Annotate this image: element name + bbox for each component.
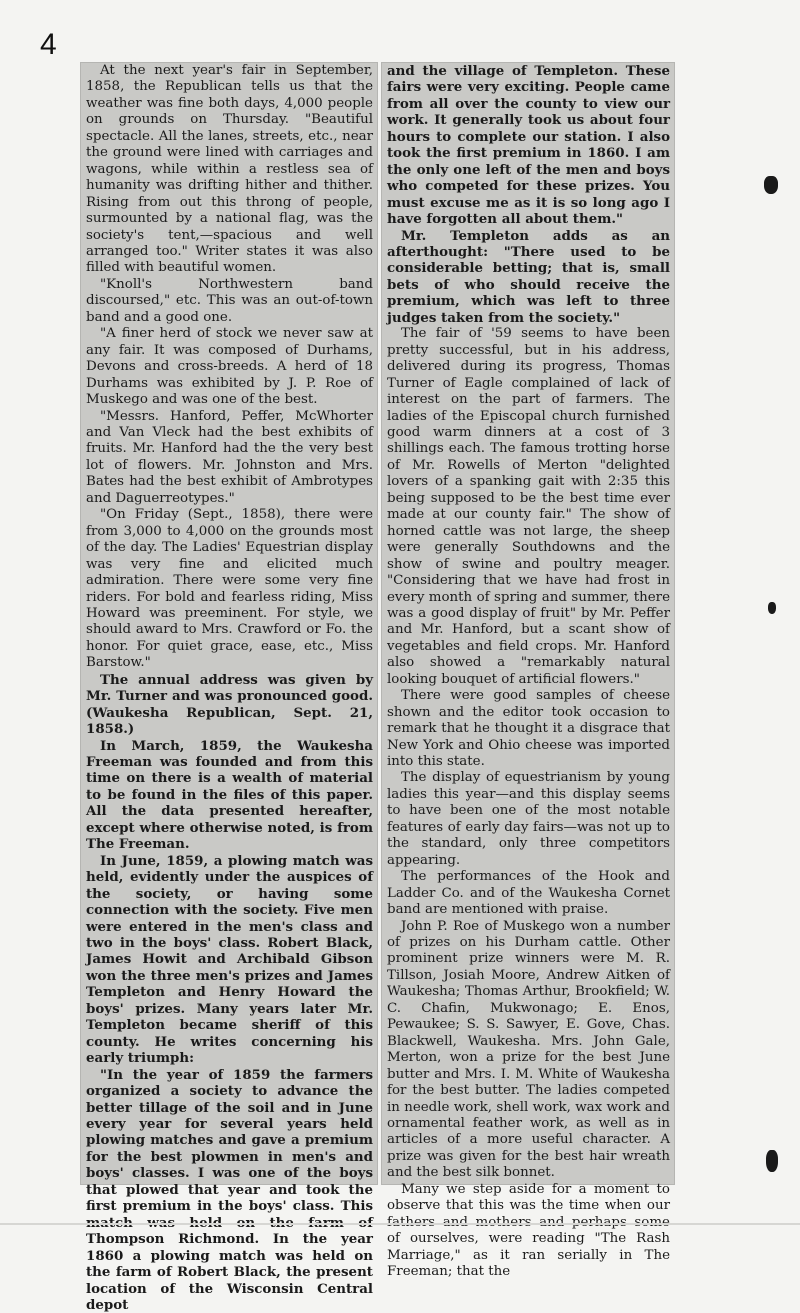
paragraph: At the next year's fair in September, 1858, the Republican tells us that the weather was fine both days, 4,000 people on grounds on Thursday. "Beautiful spectacle. All the lanes, streets, etc., near the ground were lined with carriages and wagons, while within a restless sea of humanity was drifting hither and thither. Rising from out this throng of people, surmounted by a national flag, was the society's tent,—spacious and well arranged too." Writer states it was also filled with beautiful women. bbox=[86, 63, 373, 276]
paragraph: "On Friday (Sept., 1858), there were from 3,000 to 4,000 on the grounds most of the day. The Ladies' Equestrian display was very fine and elicited much admiration. There were some very fine riders. For bold and fearless riding, Miss Howard was preeminent. For style, we should award to Mrs. Crawford or Fo. the honor. For quiet grace, ease, etc., Miss Barstow." bbox=[86, 507, 373, 671]
binder-hole-mark-top bbox=[764, 176, 778, 194]
page-bottom-edge bbox=[0, 1223, 800, 1225]
left-column-text bbox=[80, 62, 378, 1313]
paragraph: Mr. Templeton adds as an afterthought: "There used to be considerable betting; that is, small bets of who should receive the premium, which was left to three judges taken from the society." bbox=[387, 227, 670, 326]
paragraph: There were good samples of cheese shown and the editor took occasion to remark that he thought it a disgrace that New York and Ohio cheese was imported into this state. bbox=[387, 688, 670, 770]
paragraph: The display of equestrianism by young ladies this year—and this display seems to have been one of the most notable features of early day fairs—was not up to the standard, only three competitors appearing. bbox=[387, 770, 670, 868]
paragraph: "In the year of 1859 the farmers organized a society to advance the better tillage of the soil and in June every year for several years held plowing matches and gave a premium for the best plowmen in men's and boys' classes. I was one of the boys that plowed that year and took the first premium in the boys' class. This Thompson Richmond. In the year 1860 a plowing match was held on the farm of Robert Black, the present location of the Wisconsin Central depot bbox=[86, 1066, 373, 1313]
paragraph: "Messrs. Hanford, Peffer, McWhorter and Van Vleck had the best exhibits of fruits. Mr. Hanford had the the very best lot of flowers. Mr. Johnston and Mrs. Bates had the best exhibit of Ambrotypes and Daguerreotypes." bbox=[86, 408, 373, 506]
paragraph: In June, 1859, a plowing match was held, evidently under the auspices of the society, or having some connection with the society. Five men were entered in the men's class and two in the boys' class. Robert Black, James Howit and Archibald Gibson won the three men's prizes and James Templeton and Henry Howard the boys' prizes. Many years later Mr. Templeton became sheriff of this county. He writes concerning his early triumph: bbox=[86, 852, 373, 1067]
paragraph: and the village of Templeton. These fairs were very exciting. People came from all over the county to view our work. It generally took us about four hours to complete our station. I also took the first premium in 1860. I am the only one left of the men and boys who competed for these prizes. You must excuse me as it is so long ago I have forgotten all about them." bbox=[387, 63, 670, 228]
paragraph: Many we step aside for a moment to observe that this was the time when our of ourselves, were reading "The Rash Marriage," as it ran serially in The Freeman; that the bbox=[387, 1181, 670, 1280]
paragraph: John P. Roe of Muskego won a number of prizes on his Durham cattle. Other prominent prize winners were M. R. Tillson, Josiah Moore, Andrew Aitken of Waukesha; Thomas Arthur, Brookfield; W. C. Chafin, Mukwonago; E. Enos, Pewaukee; S. S. Sawyer, E. Gove, Chas. Blackwell, Waukesha. Mrs. John Gale, Merton, won a prize for the best June butter and Mrs. I. M. White of Waukesha for the best butter. The ladies competed in needle work, shell work, wax work and ornamental feather work, as well as in articles of a more useful character. A prize was given for the best hair wreath and the best silk bonnet. bbox=[387, 918, 670, 1181]
paragraph: "Knoll's Northwestern band discoursed," etc. This was an out-of-town band and a good one. bbox=[86, 276, 373, 325]
clipping-column-right bbox=[381, 62, 675, 1280]
paragraph: The performances of the Hook and Ladder Co. and of the Waukesha Cornet band are mentioned with praise. bbox=[387, 869, 670, 918]
binder-hole-mark-bottom bbox=[766, 1150, 778, 1172]
right-column-text bbox=[381, 62, 675, 1281]
paragraph: "A finer herd of stock we never saw at any fair. It was composed of Durhams, Devons and cross-breeds. A herd of 18 Durhams was exhibited by J. P. Roe of Muskego and was one of the best. bbox=[86, 326, 373, 408]
binder-hole-mark-middle bbox=[768, 602, 776, 614]
page-number: 4 bbox=[40, 28, 57, 61]
paragraph: The annual address was given by Mr. Turner and was pronounced good. (Waukesha Republican, Sept. 21, 1858.) bbox=[86, 671, 373, 738]
paragraph: The fair of '59 seems to have been pretty successful, but in his address, delivered during its progress, Thomas Turner of Eagle complained of lack of interest on the part of farmers. The ladies of the Episcopal church furnished good warm dinners at a cost of 3 shillings each. The famous trotting horse of Mr. Rowells of Merton "delighted lovers of a spanking gait with 2:35 this being supposed to be the best time ever made at our county fair." The show of horned cattle was not large, the sheep were generally Southdowns and the show of swine and poultry meager. "Considering that we have had frost in every month of spring and summer, there was a good display of fruit" by Mr. Peffer and Mr. Hanford, but a scant show of vegetables and field crops. Mr. Hanford also showed a "remarkably natural looking bouquet of artificial flowers." bbox=[387, 326, 670, 687]
clipping-column-left bbox=[80, 62, 378, 1313]
paragraph: In March, 1859, the Waukesha Freeman was founded and from this time on there is a wealth of material to be found in the files of this paper. All the data presented hereafter, except where otherwise noted, is from The Freeman. bbox=[86, 737, 373, 853]
